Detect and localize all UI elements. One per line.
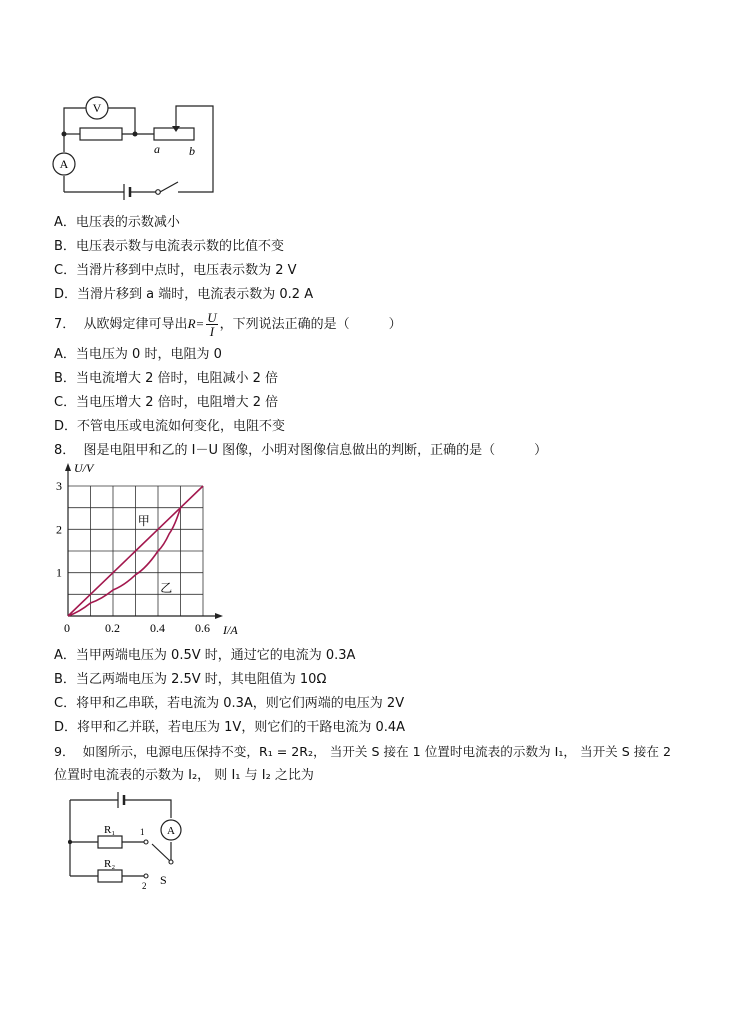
series-line-jia-extension (181, 486, 204, 508)
circuit-diagram-2 (68, 788, 203, 893)
q6-option-c[interactable]: C．当滑片移到中点时，电压表示数为 2 V (54, 263, 297, 278)
q7-option-b[interactable]: B．当电流增大 2 倍时，电阻减小 2 倍 (54, 371, 279, 386)
q8-option-c[interactable]: C．将甲和乙串联，若电流为 0.3A，则它们两端的电压为 2V (54, 696, 405, 711)
series-line-jia (68, 508, 181, 616)
chart-labels (56, 461, 238, 637)
switch-label: S (160, 873, 167, 887)
ammeter-label: A (59, 157, 69, 171)
switch-position-2: 2 (142, 881, 147, 891)
q7-stem: 7． 从欧姆定律可导出R= $\frac{U}{I}$ ，下列说法正确的是（ ） (54, 310, 402, 339)
slider-end-b: b (189, 144, 195, 158)
q7-option-a[interactable]: A．当电压为 0 时，电阻为 0 (54, 347, 222, 362)
x-tick-label: 0.2 (105, 621, 120, 635)
x-tick-label: 0 (64, 621, 70, 635)
q9-stem-line1: 9． 如图所示，电源电压保持不变，R₁ = 2R₂， 当开关 S 接在 1 位置时电流表的示数为 I₁， 当开关 S 接在 2 (54, 744, 671, 759)
q6-option-d[interactable]: D．当滑片移到 a 端时，电流表示数为 0.2 A (54, 287, 314, 302)
r1-label: R₁ (104, 824, 116, 836)
q7-formula-fraction: $\frac{U}{I}$ (207, 310, 217, 339)
x-axis-arrow (215, 613, 223, 619)
r2-label: R₂ (104, 858, 116, 870)
q7-option-c[interactable]: C．当电压增大 2 倍时，电阻增大 2 倍 (54, 395, 279, 410)
switch-position-1: 1 (140, 827, 145, 837)
y-axis-arrow (65, 463, 71, 471)
q8-stem: 8． 图是电阻甲和乙的 I－U 图像，小明对图像信息做出的判断，正确的是（ ） (54, 443, 548, 458)
x-tick-label: 0.6 (195, 621, 210, 635)
series-label-jia: 甲 (137, 514, 150, 528)
q9-stem-line2: 位置时电流表的示数为 I₂， 则 I₁ 与 I₂ 之比为 (54, 768, 314, 783)
voltmeter-label: V (92, 101, 102, 115)
iu-graph (52, 460, 252, 645)
ammeter-label-2: A (167, 825, 175, 837)
y-tick-label: 1 (56, 565, 62, 580)
slider-end-a: a (154, 142, 160, 156)
q6-option-a[interactable]: A．电压表的示数减小 (54, 215, 180, 230)
q8-option-a[interactable]: A．当甲两端电压为 0.5V 时，通过它的电流为 0.3A (54, 648, 356, 663)
q8-option-d[interactable]: D．将甲和乙并联，若电压为 1V，则它们的干路电流为 0.4A (54, 720, 406, 735)
circuit-diagram-1 (48, 92, 223, 207)
y-axis-label: U/V (74, 461, 94, 475)
x-axis-label: I/A (223, 623, 238, 637)
y-tick-label: 3 (56, 479, 62, 493)
y-tick-label: 2 (56, 522, 62, 537)
x-tick-label: 0.4 (150, 621, 165, 635)
q7-option-d[interactable]: D．不管电压或电流如何变化，电阻不变 (54, 419, 286, 434)
q6-option-b[interactable]: B．电压表示数与电流表示数的比值不变 (54, 239, 284, 254)
series-label-yi: 乙 (160, 581, 173, 596)
q8-option-b[interactable]: B．当乙两端电压为 2.5V 时，其电阻值为 10Ω (54, 672, 327, 687)
